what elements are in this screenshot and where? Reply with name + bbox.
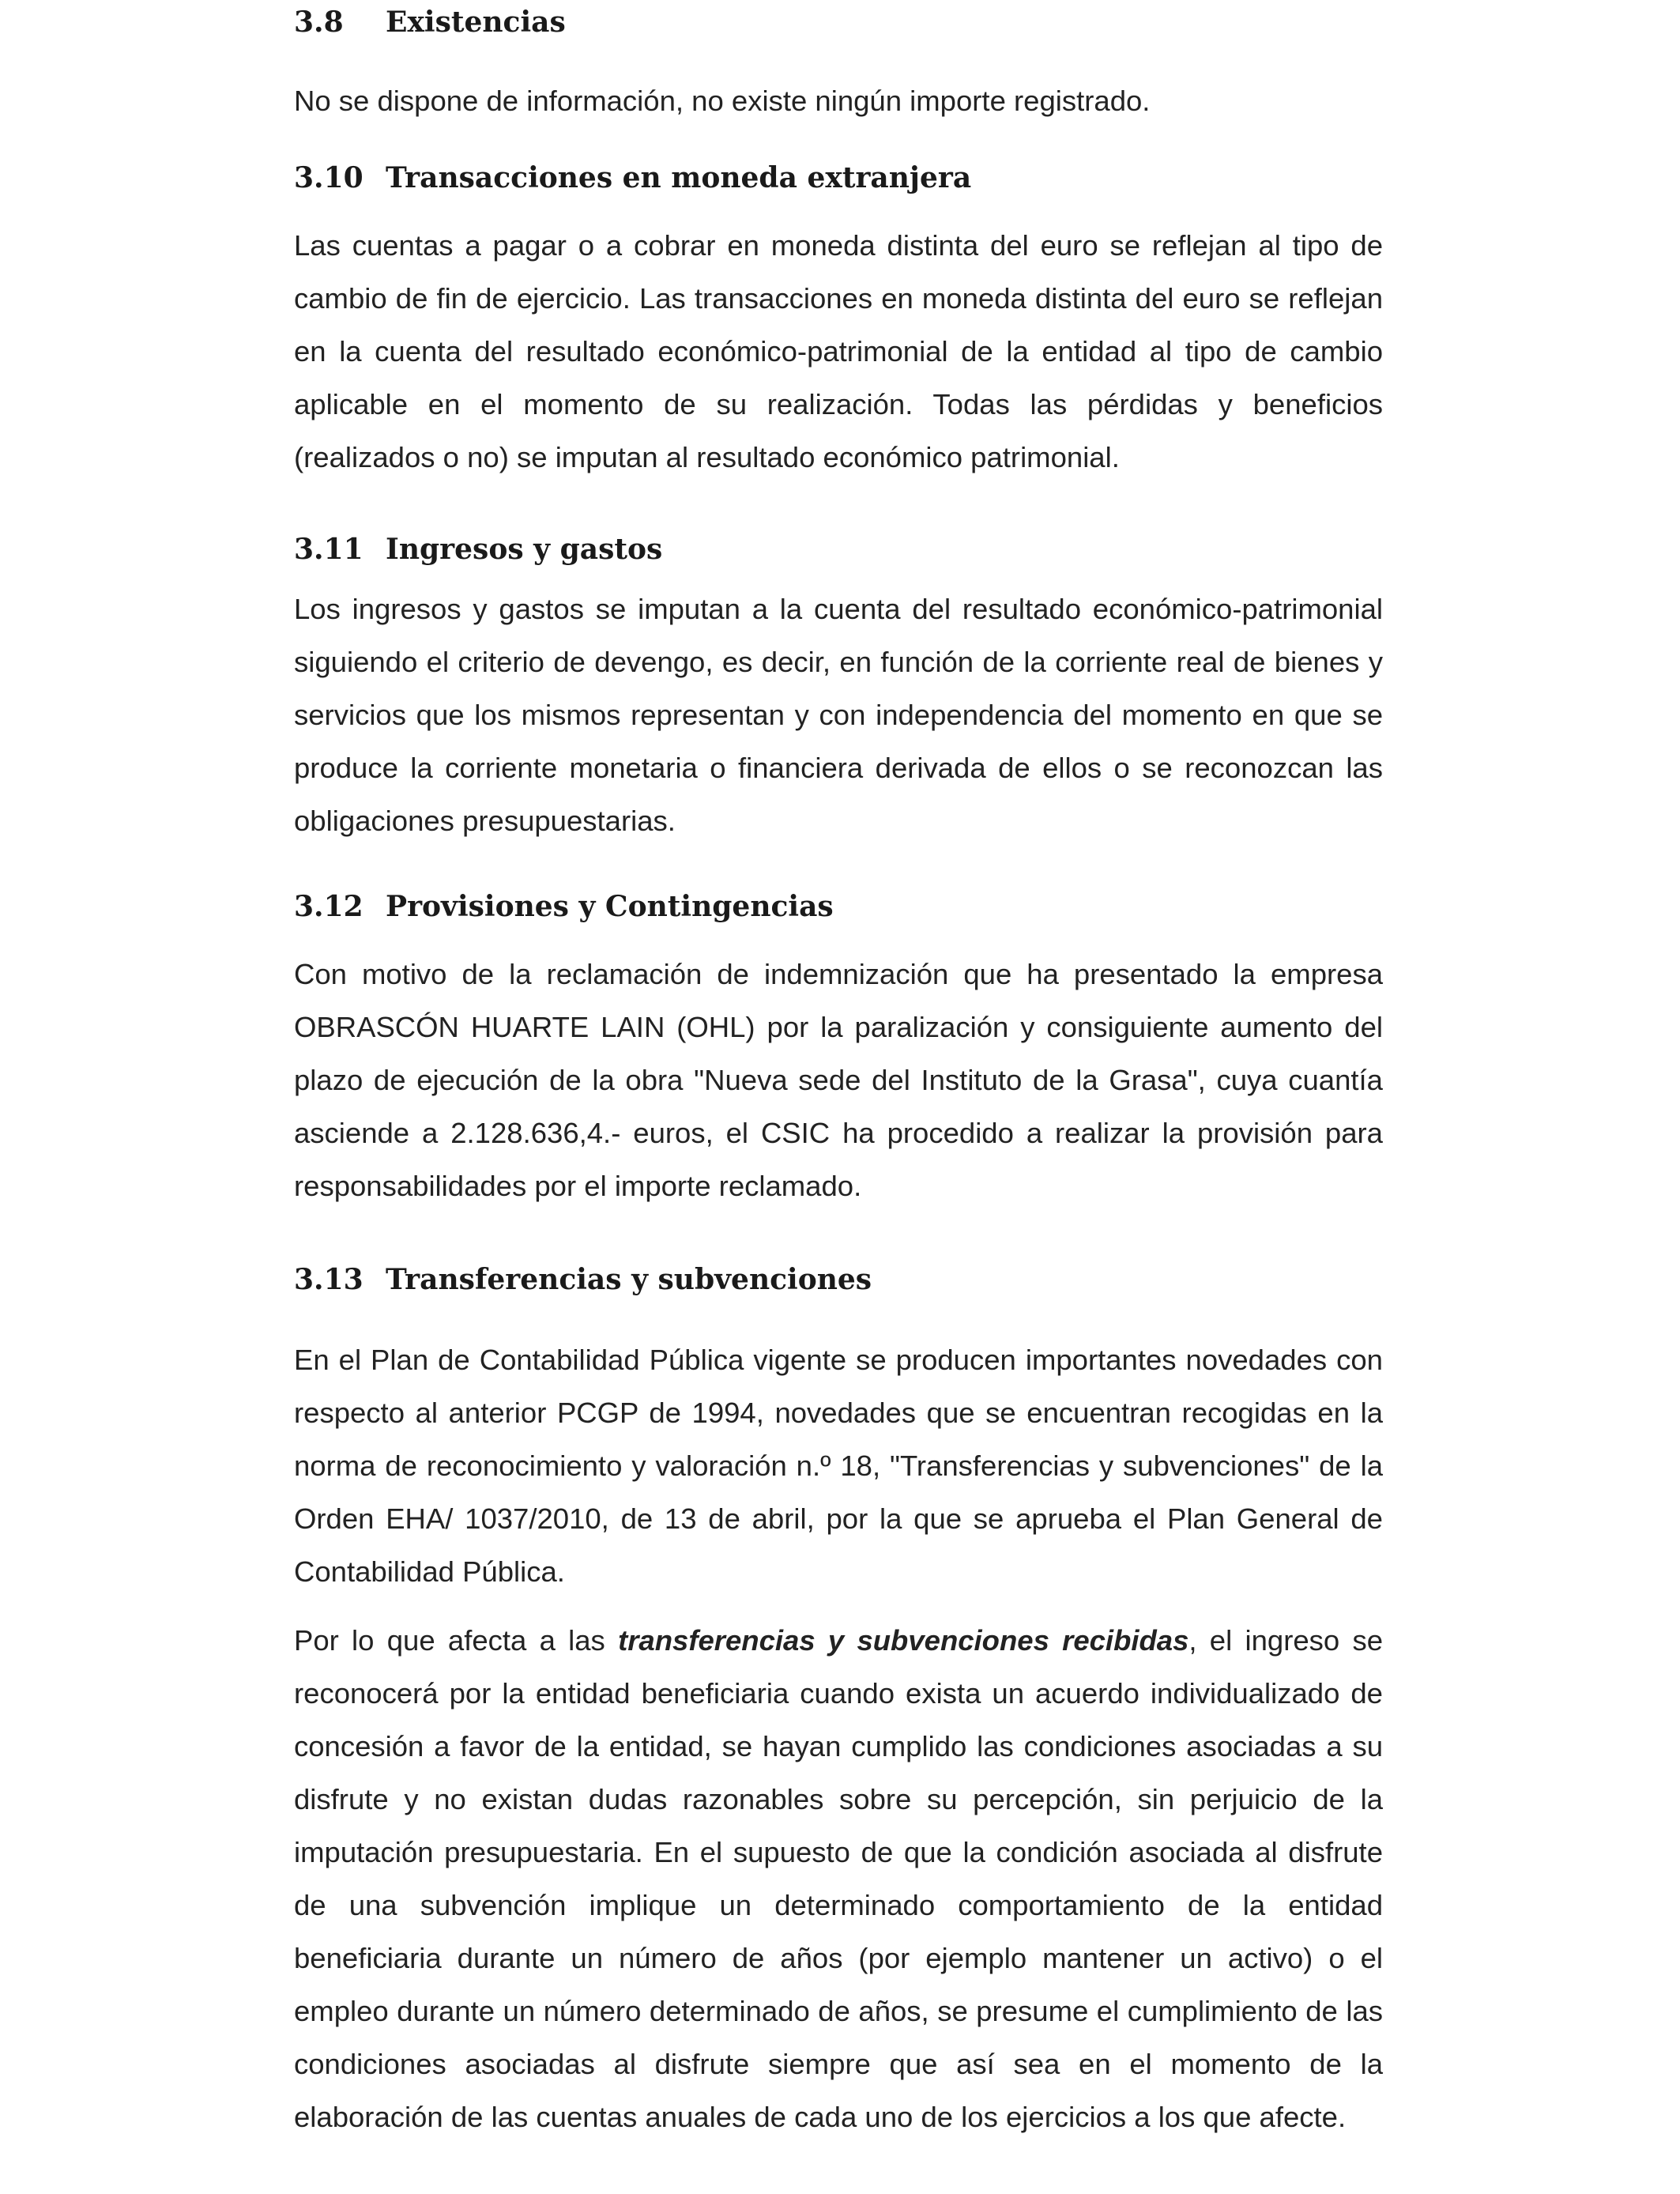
section-ingresos-gastos — [294, 527, 1383, 847]
section-provisiones-contingencias — [294, 884, 1383, 1212]
section-title: Transferencias y subvenciones — [386, 1263, 872, 1296]
section-number: 3.13 — [294, 1263, 363, 1296]
section-heading — [294, 1257, 1383, 1302]
paragraph: Los ingresos y gastos se imputan a la cuenta del resultado económico-patrimonial siguiendo el criterio de devengo, es decir, en función de la corriente real de bienes y servicios que los mismos representan y con independencia del momento en que se produce la corriente monetaria o financiera derivada de ellos o se reconozcan las obligaciones presupuestarias. — [294, 593, 1383, 837]
section-heading — [294, 156, 1383, 200]
paragraph-text: Por lo que afecta a las — [294, 1624, 619, 1657]
section-number: 3.11 — [294, 533, 363, 566]
section-transferencias-subvenciones — [294, 1257, 1383, 2143]
section-title: Ingresos y gastos — [386, 533, 663, 566]
section-transacciones-moneda-extranjera — [294, 156, 1383, 484]
section-existencias — [294, 0, 1383, 127]
emphasized-text: transferencias y subvenciones recibidas — [618, 1624, 1189, 1657]
section-number: 3.10 — [294, 161, 363, 194]
paragraph: En el Plan de Contabilidad Pública vigente se producen importantes novedades con respecto al anterior PCGP de 1994, novedades que se encuentran recogidas en la norma de reconocimiento y valoración n.º 18, "Transferencias y subvenciones" de la Orden EHA/ 1037/2010, de 13 de abril, por la que se aprueba el Plan General de Contabilidad Pública. — [294, 1344, 1383, 1588]
paragraph: Con motivo de la reclamación de indemnización que ha presentado la empresa OBRASCÓN HUARTE LAIN (OHL) por la paralización y consiguiente aumento del plazo de ejecución de la obra "Nueva sede del Instituto de la Grasa", cuya cuantía asciende a 2.128.636,4.- euros, el CSIC ha procedido a realizar la provisión para responsabilidades por el importe reclamado. — [294, 958, 1383, 1202]
section-heading — [294, 0, 1383, 44]
section-heading — [294, 884, 1383, 929]
paragraph: No se dispone de información, no existe ningún importe registrado. — [294, 85, 1151, 117]
paragraph — [294, 1614, 1383, 2143]
paragraph-text: , el ingreso se reconocerá por la entidad beneficiaria cuando exista un acuerdo individualizado de concesión a favor de la entidad, se hayan cumplido las condiciones asociadas a su disfrute y no existan dudas razonables sobre su percepción, sin perjuicio de la imputación presupuestaria. En el supuesto de que la condición asociada al disfrute de una subvención implique un determinado comportamiento de la entidad beneficiaria durante un número de años (por ejemplo mantener un activo) o el empleo durante un número determinado de años, se presume el cumplimiento de las condiciones asociadas al disfrute siempre que así sea en el momento de la elaboración de las cuentas anuales de cada uno de los ejercicios a los que afecte. — [294, 1624, 1384, 2133]
section-number: 3.8 — [294, 6, 344, 39]
section-heading — [294, 527, 1383, 571]
section-number: 3.12 — [294, 890, 363, 923]
section-title: Transacciones en moneda extranjera — [386, 161, 972, 194]
paragraph: Las cuentas a pagar o a cobrar en moneda distinta del euro se reflejan al tipo de cambio de fin de ejercicio. Las transacciones en moneda distinta del euro se reflejan en la cuenta del resultado económico-patrimonial de la entidad al tipo de cambio aplicable en el momento de su realización. Todas las pérdidas y beneficios (realizados o no) se imputan al resultado económico patrimonial. — [294, 229, 1383, 473]
section-title: Existencias — [386, 6, 566, 39]
section-title: Provisiones y Contingencias — [386, 890, 834, 923]
